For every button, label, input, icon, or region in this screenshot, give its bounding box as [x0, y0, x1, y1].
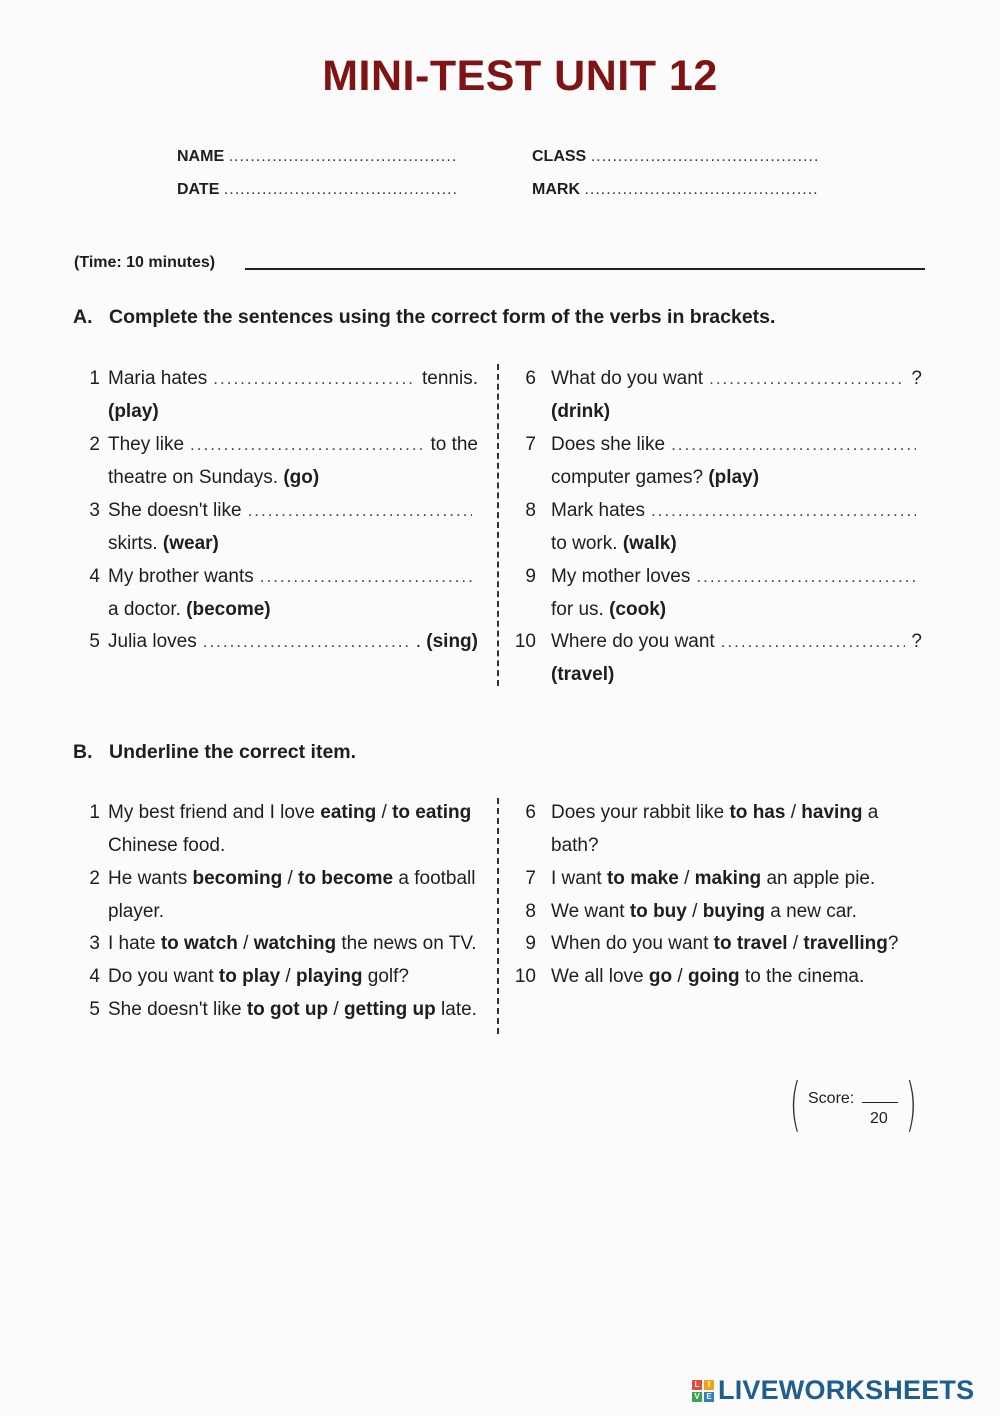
time-label: (Time: 10 minutes) — [74, 254, 216, 271]
answer-blank[interactable] — [260, 560, 472, 593]
item-text: My mother loves — [551, 566, 691, 587]
item-number: 2 — [89, 868, 100, 889]
item-text: Julia loves — [108, 631, 197, 652]
section-b-letter: B. — [73, 741, 93, 763]
right-paren-icon: ) — [905, 1070, 917, 1138]
item-text: computer games? — [551, 467, 704, 488]
item-text: We all love — [551, 966, 644, 987]
option-2[interactable]: to become — [298, 868, 394, 889]
item-number: 8 — [525, 500, 536, 521]
item-text: Mark hates — [551, 500, 645, 521]
item-number: 6 — [525, 802, 536, 823]
item-text: theatre on Sundays. — [108, 467, 279, 488]
item-number: 5 — [89, 631, 100, 652]
item-number: 3 — [89, 500, 100, 521]
class-label: CLASS — [532, 148, 587, 165]
verb-hint: (play) — [708, 467, 760, 488]
option-2[interactable]: travelling — [803, 933, 888, 954]
item-number: 5 — [89, 999, 100, 1020]
verb-hint: (sing) — [426, 631, 478, 652]
name-field[interactable] — [177, 148, 457, 166]
section-a-instruction: Complete the sentences using the correct form of the verbs in brackets. — [109, 306, 776, 328]
logo-cell: I — [704, 1380, 714, 1390]
verb-hint: (cook) — [609, 599, 667, 620]
item-number: 10 — [514, 966, 536, 987]
score-box — [789, 1070, 922, 1138]
option-2[interactable]: to eating — [392, 802, 472, 823]
verb-hint: (walk) — [622, 533, 677, 554]
item-text: ? — [911, 368, 922, 389]
item-text: to the cinema. — [744, 966, 865, 987]
item-text: My brother wants — [108, 566, 254, 587]
answer-blank[interactable] — [721, 625, 906, 658]
mark-field[interactable] — [532, 181, 819, 199]
answer-blank[interactable] — [248, 494, 472, 527]
item-number: 9 — [525, 566, 536, 587]
item-text: to work. — [551, 533, 618, 554]
answer-blank[interactable] — [213, 362, 416, 395]
name-label: NAME — [177, 148, 225, 165]
item-text: He wants — [108, 868, 188, 889]
item-text: Maria hates — [108, 368, 208, 389]
option-2[interactable]: buying — [702, 901, 765, 922]
item-number: 1 — [89, 802, 100, 823]
item-text: . — [415, 631, 421, 652]
score-label: Score: — [808, 1090, 855, 1107]
section-a-letter: A. — [73, 306, 93, 328]
item-text: the news on TV. — [341, 933, 477, 954]
option-1[interactable]: go — [648, 966, 673, 987]
item-text: bath? — [551, 835, 599, 856]
item-text: an apple pie. — [766, 868, 876, 889]
answer-blank[interactable] — [671, 428, 916, 461]
item-text: a doctor. — [108, 599, 181, 620]
date-dots: ........................................... — [223, 181, 458, 198]
option-2[interactable]: making — [694, 868, 762, 889]
item-text: player. — [108, 901, 164, 922]
answer-blank[interactable] — [203, 625, 410, 658]
item-text: tennis. — [422, 368, 478, 389]
item-text: a new car. — [770, 901, 857, 922]
brand-text: LIVEWORKSHEETS — [718, 1375, 975, 1405]
option-1[interactable]: to play — [218, 966, 281, 987]
item-text: When do you want — [551, 933, 709, 954]
item-number: 4 — [89, 966, 100, 987]
item-number: 7 — [525, 868, 536, 889]
brand-logo-icon — [692, 1380, 714, 1402]
item-text: Does she like — [551, 434, 666, 455]
option-1[interactable]: eating — [320, 802, 377, 823]
mark-dots: ........................................... — [584, 181, 819, 198]
item-number: 1 — [89, 368, 100, 389]
option-1[interactable]: to buy — [629, 901, 687, 922]
logo-cell: V — [692, 1392, 702, 1402]
item-text: We want — [551, 901, 625, 922]
item-text: They like — [108, 434, 185, 455]
item-text: She doesn't like — [108, 999, 242, 1020]
verb-hint: (go) — [283, 467, 320, 488]
item-text: Does your rabbit like — [551, 802, 725, 823]
item-text: ? — [911, 631, 922, 652]
item-text: skirts. — [108, 533, 158, 554]
option-2[interactable]: playing — [295, 966, 363, 987]
option-2[interactable]: watching — [253, 933, 337, 954]
item-text: What do you want — [551, 368, 704, 389]
answer-blank[interactable] — [696, 560, 916, 593]
section-b-divider — [497, 798, 499, 1034]
left-paren-icon: ( — [789, 1070, 801, 1138]
verb-hint: (travel) — [551, 664, 615, 685]
item-text: She doesn't like — [108, 500, 242, 521]
item-number: 6 — [525, 368, 536, 389]
item-text: My best friend and I love — [108, 802, 315, 823]
option-1[interactable]: to travel — [713, 933, 788, 954]
date-field[interactable] — [177, 181, 458, 199]
name-dots: .......................................... — [228, 148, 458, 165]
logo-cell: L — [692, 1380, 702, 1390]
item-number: 8 — [525, 901, 536, 922]
verb-hint: (drink) — [551, 401, 611, 422]
option-2[interactable]: going — [687, 966, 740, 987]
item-number: 3 — [89, 933, 100, 954]
item-number: 7 — [525, 434, 536, 455]
item-number: 2 — [89, 434, 100, 455]
item-text: a — [867, 802, 879, 823]
page-title: MINI-TEST UNIT 12 — [322, 52, 718, 100]
item-text: I hate — [108, 933, 156, 954]
answer-blank[interactable] — [651, 494, 916, 527]
item-text: ? — [887, 933, 899, 954]
option-1[interactable]: to got up — [246, 999, 329, 1020]
item-text: golf? — [367, 966, 409, 987]
verb-hint: (become) — [186, 599, 271, 620]
item-text: a football — [398, 868, 476, 889]
answer-blank[interactable] — [709, 362, 905, 395]
section-a-divider — [497, 364, 499, 686]
section-b-instruction: Underline the correct item. — [109, 741, 357, 763]
score-line — [862, 1102, 898, 1103]
verb-hint: (wear) — [162, 533, 219, 554]
time-rule — [245, 268, 925, 270]
option-2[interactable]: getting up — [343, 999, 436, 1020]
section-b-heading — [73, 741, 356, 764]
score-total: 20 — [870, 1110, 888, 1127]
item-number: 4 — [89, 566, 100, 587]
item-number: 9 — [525, 933, 536, 954]
mark-label: MARK — [532, 181, 580, 198]
item-text: Where do you want — [551, 631, 715, 652]
class-dots: .......................................... — [590, 148, 820, 165]
option-1[interactable]: to make — [606, 868, 679, 889]
item-number: 10 — [514, 631, 536, 652]
item-text: late. — [441, 999, 477, 1020]
section-a-heading — [73, 306, 775, 329]
option-1[interactable]: to watch — [160, 933, 238, 954]
item-text: for us. — [551, 599, 604, 620]
item-text: Do you want — [108, 966, 214, 987]
item-text: Chinese food. — [108, 835, 226, 856]
option-1[interactable]: becoming — [192, 868, 283, 889]
option-1[interactable]: to has — [729, 802, 786, 823]
answer-blank[interactable] — [190, 428, 424, 461]
verb-hint: (play) — [108, 401, 159, 422]
item-text: to the — [430, 434, 478, 455]
class-field[interactable] — [532, 148, 819, 166]
date-label: DATE — [177, 181, 220, 198]
option-2[interactable]: having — [801, 802, 863, 823]
logo-cell: E — [704, 1392, 714, 1402]
brand-footer — [692, 1375, 974, 1406]
item-text: I want — [551, 868, 602, 889]
